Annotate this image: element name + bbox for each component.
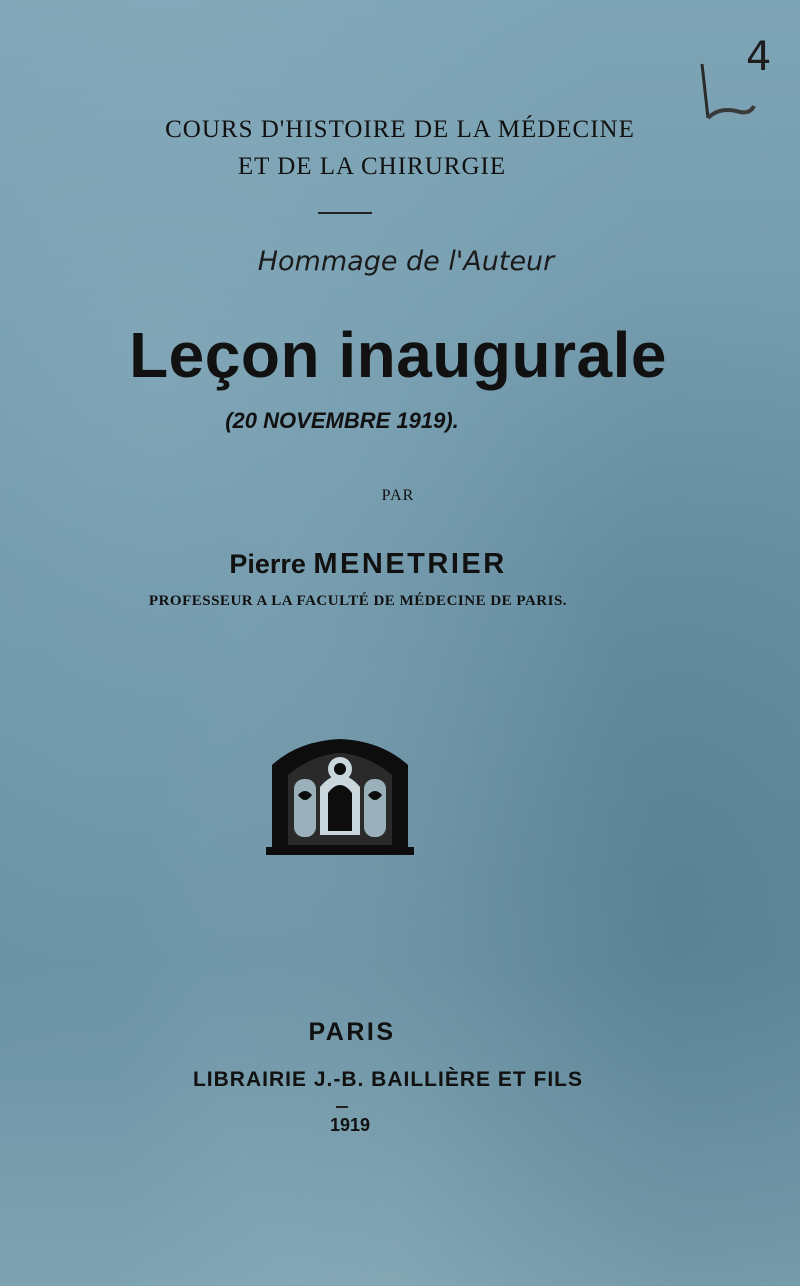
lecture-date: (20 NOVEMBRE 1919).	[225, 408, 459, 433]
by-label: PAR	[381, 487, 415, 504]
publisher-emblem	[258, 735, 422, 855]
series-title-line-1: COURS D'HISTOIRE DE LA MÉDECINE	[165, 116, 635, 143]
imprint-publisher: LIBRAIRIE J.-B. BAILLIÈRE ET FILS	[192, 1068, 583, 1091]
page-title: Leçon inaugurale	[129, 319, 667, 391]
handwritten-dedication: Hommage de l'Auteur	[257, 246, 555, 277]
imprint-city: PARIS	[308, 1018, 396, 1046]
separator-rule	[318, 212, 372, 214]
imprint-separator	[336, 1106, 348, 1108]
author-name	[0, 548, 768, 581]
series-title-line-2: ET DE LA CHIRURGIE	[237, 153, 507, 180]
handwritten-mark	[680, 26, 780, 126]
handwritten-number: 4	[746, 34, 772, 80]
author-last-name: MENETRIER	[313, 548, 507, 580]
imprint-year: 1919	[329, 1115, 371, 1135]
author-affiliation: PROFESSEUR A LA FACULTÉ DE MÉDECINE DE PARIS.	[148, 593, 568, 609]
author-first-name: Pierre	[229, 549, 306, 579]
